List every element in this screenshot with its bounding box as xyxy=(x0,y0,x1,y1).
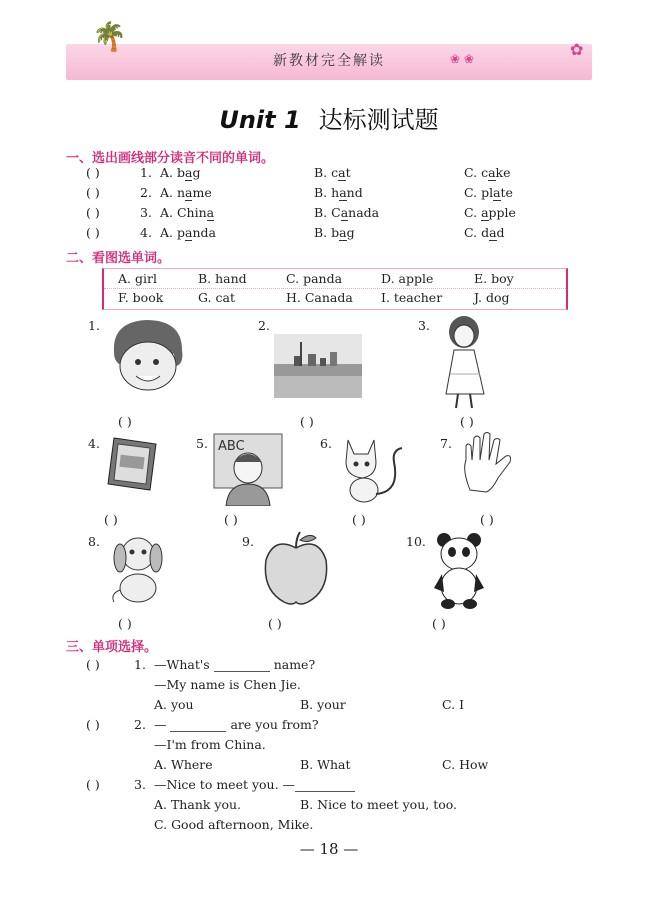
option-a: A. Where xyxy=(154,757,213,772)
city-skyline-photo-icon xyxy=(274,334,362,398)
word-option: F. book xyxy=(118,290,164,305)
option-b: B. cat xyxy=(314,165,351,180)
option-c: C. I xyxy=(442,697,465,712)
teacher-icon xyxy=(210,432,286,506)
question-number: 3. xyxy=(140,205,152,220)
option-b: B. What xyxy=(300,757,351,772)
option-c: C. Good afternoon, Mike. xyxy=(154,817,314,832)
answer-paren[interactable]: ( ) xyxy=(86,777,100,792)
option-a: A. you xyxy=(154,697,194,712)
answer-line: —My name is Chen Jie. xyxy=(154,677,301,692)
tree-decoration-icon: 🌴 xyxy=(92,20,127,53)
picture-number: 7. xyxy=(440,436,452,451)
word-option: J. dog xyxy=(474,290,510,305)
answer-paren[interactable]: ( ) xyxy=(480,512,494,527)
word-option: I. teacher xyxy=(381,290,443,305)
fill-blank[interactable] xyxy=(214,659,270,672)
apple-icon xyxy=(262,530,330,606)
flower-decoration-icon: ✿ xyxy=(570,40,584,59)
picture-number: 9. xyxy=(242,534,254,549)
option-a: A. China xyxy=(160,205,215,220)
option-b: B. Nice to meet you, too. xyxy=(300,797,458,812)
hand-icon xyxy=(456,430,520,494)
question-number: 1. xyxy=(134,657,146,672)
option-c: C. cake xyxy=(464,165,511,180)
girl-icon xyxy=(438,312,492,412)
word-option: C. panda xyxy=(286,271,343,286)
section-1-title: 一、选出画线部分读音不同的单词。 xyxy=(66,151,275,166)
question-number: 2. xyxy=(140,185,152,200)
answer-paren[interactable]: ( ) xyxy=(460,414,474,429)
option-c: C. apple xyxy=(464,205,516,220)
question-line: — are you from? xyxy=(154,717,319,732)
option-b: B. bag xyxy=(314,225,355,240)
picture-number: 8. xyxy=(88,534,100,549)
option-c: C. plate xyxy=(464,185,513,200)
word-option: G. cat xyxy=(198,290,235,305)
option-b: B. your xyxy=(300,697,346,712)
answer-paren[interactable]: ( ) xyxy=(224,512,238,527)
picture-number: 1. xyxy=(88,318,100,333)
option-b: B. hand xyxy=(314,185,363,200)
picture-number: 4. xyxy=(88,436,100,451)
answer-paren[interactable]: ( ) xyxy=(268,616,282,631)
option-c: C. dad xyxy=(464,225,505,240)
answer-paren[interactable]: ( ) xyxy=(86,717,100,732)
picture-number: 3. xyxy=(418,318,430,333)
word-option: H. Canada xyxy=(286,290,353,305)
answer-paren[interactable]: ( ) xyxy=(86,185,100,200)
picture-number: 5. xyxy=(196,436,208,451)
question-number: 1. xyxy=(140,165,152,180)
question-line: —What's name? xyxy=(154,657,316,672)
page-number: — 18 — xyxy=(299,840,359,858)
flower-decoration-icon: ❀ ❀ xyxy=(450,52,474,66)
question-line: —Nice to meet you. — xyxy=(154,777,355,792)
option-a: A. bag xyxy=(160,165,201,180)
answer-paren[interactable]: ( ) xyxy=(104,512,118,527)
answer-paren[interactable]: ( ) xyxy=(352,512,366,527)
picture-number: 10. xyxy=(406,534,426,549)
answer-paren[interactable]: ( ) xyxy=(118,414,132,429)
unit-label: Unit 1 xyxy=(219,106,301,134)
question-number: 4. xyxy=(140,225,152,240)
option-a: A. panda xyxy=(160,225,216,240)
answer-paren[interactable]: ( ) xyxy=(86,165,100,180)
book-icon xyxy=(104,434,160,492)
option-b: B. Canada xyxy=(314,205,380,220)
question-number: 3. xyxy=(134,777,146,792)
word-option: D. apple xyxy=(381,271,434,286)
section-3-title: 三、单项选择。 xyxy=(66,640,158,655)
option-a: A. name xyxy=(160,185,212,200)
question-number: 2. xyxy=(134,717,146,732)
cat-icon xyxy=(334,432,408,506)
answer-paren[interactable]: ( ) xyxy=(118,616,132,631)
dog-icon xyxy=(106,532,170,608)
fill-blank[interactable] xyxy=(295,779,355,792)
page-title xyxy=(0,100,658,135)
option-c: C. How xyxy=(442,757,489,772)
picture-number: 6. xyxy=(320,436,332,451)
word-option: A. girl xyxy=(118,271,157,286)
answer-paren[interactable]: ( ) xyxy=(86,225,100,240)
word-option: E. boy xyxy=(474,271,514,286)
answer-paren[interactable]: ( ) xyxy=(432,616,446,631)
panda-icon xyxy=(430,530,488,610)
unit-subtitle: 达标测试题 xyxy=(318,106,439,134)
fill-blank[interactable] xyxy=(170,719,226,732)
section-2-title: 二、看图选单词。 xyxy=(66,251,171,266)
answer-paren[interactable]: ( ) xyxy=(300,414,314,429)
svg-text:ABC: ABC xyxy=(218,439,245,454)
banner-title: 新教材完全解读 xyxy=(273,53,385,69)
word-option: B. hand xyxy=(198,271,247,286)
answer-paren[interactable]: ( ) xyxy=(86,205,100,220)
picture-number: 2. xyxy=(258,318,270,333)
boy-face-icon xyxy=(104,314,188,394)
answer-paren[interactable]: ( ) xyxy=(86,657,100,672)
option-a: A. Thank you. xyxy=(154,797,242,812)
answer-line: —I'm from China. xyxy=(154,737,266,752)
